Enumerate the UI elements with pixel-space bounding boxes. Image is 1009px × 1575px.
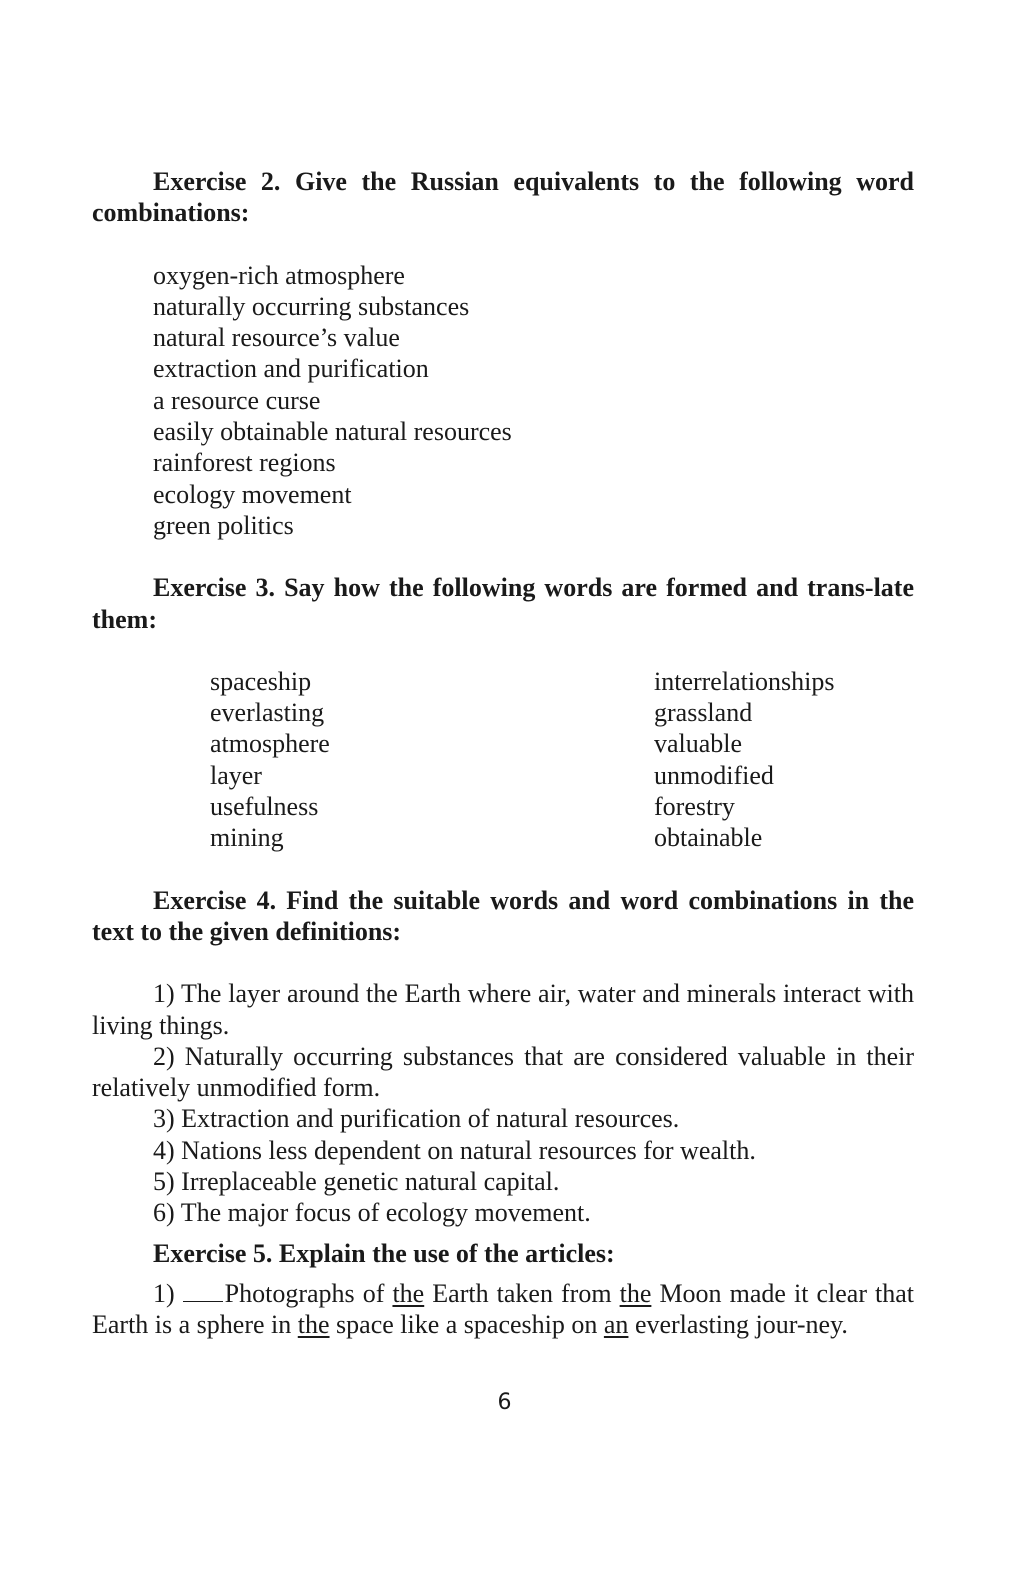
exercise-3-left-column	[210, 666, 654, 854]
sentence-text: everlasting jour-ney.	[634, 1310, 848, 1340]
list-item: forestry	[654, 792, 735, 822]
sentence-text: Earth taken from	[432, 1278, 612, 1308]
list-item: unmodified	[654, 760, 774, 790]
underlined-article: the	[297, 1310, 330, 1340]
list-item: rainforest regions	[153, 448, 336, 478]
exercise-3-heading: Exercise 3. Say how the following words are formed and trans-late them:	[92, 573, 914, 634]
sentence-text: space like a spaceship on	[336, 1310, 598, 1340]
list-item: naturally occurring substances	[153, 291, 470, 321]
page-content	[92, 166, 914, 1341]
exercise-3-word-columns	[92, 666, 914, 854]
sentence-text: Photographs of	[224, 1278, 385, 1308]
list-item: interrelationships	[654, 666, 835, 696]
definition-item: 5) Irreplaceable genetic natural capital.	[153, 1167, 560, 1197]
exercise-4-definitions	[92, 978, 914, 1228]
sentence-number: 1)	[153, 1278, 175, 1308]
exercise-5-heading: Exercise 5. Explain the use of the articles:	[153, 1238, 615, 1268]
list-item: green politics	[153, 510, 294, 540]
list-item: natural resource’s value	[153, 323, 400, 353]
underlined-article: the	[619, 1278, 652, 1308]
definition-item: 6) The major focus of ecology movement.	[153, 1198, 591, 1228]
exercise-2-heading: Exercise 2. Give the Russian equivalents to the following word combinations:	[92, 167, 914, 228]
list-item: everlasting	[210, 698, 325, 728]
article-sentence	[92, 1278, 914, 1341]
list-item: spaceship	[210, 666, 312, 696]
exercise-3-right-column	[654, 666, 835, 854]
sentence-text: Moon made it clear that Earth is a sphere in	[92, 1278, 915, 1340]
list-item: mining	[210, 823, 284, 853]
list-item: obtainable	[654, 823, 763, 853]
list-item: easily obtainable natural resources	[153, 417, 512, 447]
list-item: grassland	[654, 698, 753, 728]
list-item: layer	[210, 760, 262, 790]
page-number: 6	[497, 1390, 512, 1415]
exercise-4-heading: Exercise 4. Find the suitable words and word combinations in the text to the given definitions:	[92, 885, 914, 946]
definition-item: 3) Extraction and purification of natural resources.	[153, 1104, 680, 1134]
list-item: oxygen-rich atmosphere	[153, 260, 405, 290]
list-item: a resource curse	[153, 385, 321, 415]
list-item: ecology movement	[153, 479, 352, 509]
definition-item: 2) Naturally occurring substances that are considered valuable in their relatively unmodified form.	[92, 1041, 914, 1103]
definition-item: 1) The layer around the Earth where air, water and minerals interact with living things.	[92, 979, 914, 1040]
definition-item: 4) Nations less dependent on natural resources for wealth.	[153, 1135, 756, 1165]
exercise-2-list	[92, 260, 914, 542]
list-item: usefulness	[210, 792, 319, 822]
article-blank	[183, 1279, 223, 1302]
underlined-article: an	[603, 1310, 629, 1340]
list-item: valuable	[654, 729, 743, 759]
exercise-5-sentences	[92, 1278, 914, 1341]
underlined-article: the	[392, 1278, 425, 1308]
list-item: atmosphere	[210, 729, 330, 759]
list-item: extraction and purification	[153, 354, 429, 384]
